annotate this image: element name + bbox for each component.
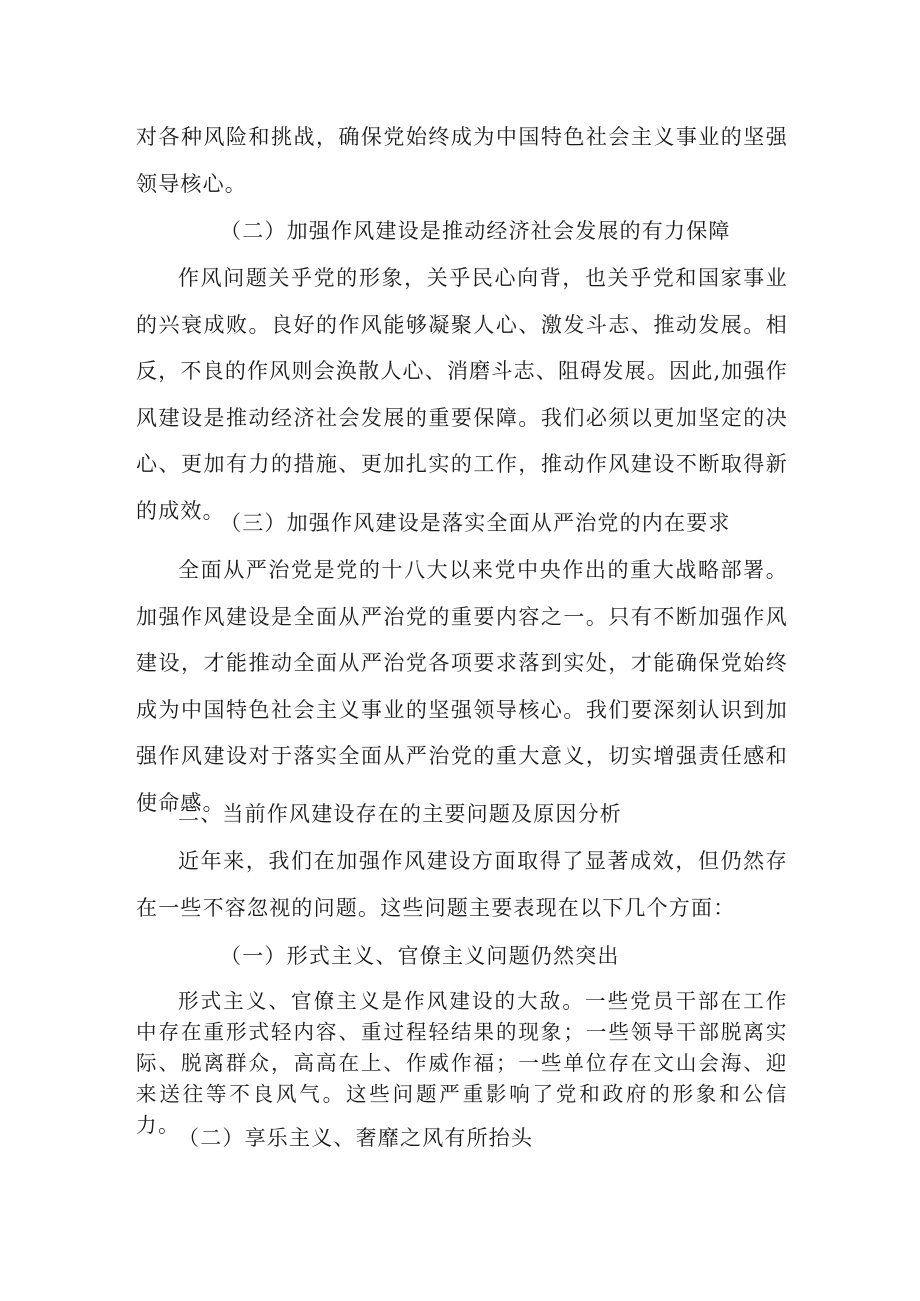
subheading-3: （三）加强作风建设是落实全面从严治党的内在要求 [220, 511, 731, 535]
paragraph-work-style: 作风问题关乎党的形象，关乎民心向背，也关乎党和国家事业的兴衰成败。良好的作风能够凝聚人心、激发斗志、推动发展。相反，不良的作风则会涣散人心、消磨斗志、阻碍发展。因此,加强作风建设是推动经济社会发展的重要保障。我们必须以更加坚定的决心、更加有力的措施、更加扎实的工作，推动作风建设不断取得新的成效。 [136, 266, 788, 523]
paragraph-problems-intro: 近年来，我们在加强作风建设方面取得了显著成效，但仍然存在一些不容忽视的问题。这些问题主要表现在以下几个方面： [136, 849, 788, 920]
subheading-problem-1: （一）形式主义、官僚主义问题仍然突出 [220, 944, 620, 968]
paragraph-formalism: 形式主义、官僚主义是作风建设的大敌。一些党员干部在工作中存在重形式轻内容、重过程轻结果的现象；一些领导干部脱离实际、脱离群众，高高在上、作威作福；一些单位存在文山会海、迎来送往等不良风气。这些问题严重影响了党和政府的形象和公信力。 [136, 989, 788, 1137]
section-heading-2: 二、当前作风建设存在的主要问题及原因分析 [178, 802, 622, 826]
paragraph-party-discipline: 全面从严治党是党的十八大以来党中央作出的重大战略部署。加强作风建设是全面从严治党的重要内容之一。只有不断加强作风建设，才能推动全面从严治党各项要求落到实处，才能确保党始终成为中国特色社会主义事业的坚强领导核心。我们要深刻认识到加强作风建设对于落实全面从严治党的重大意义，切实增强责任感和使命感。 [136, 558, 788, 815]
subheading-2: （二）加强作风建设是推动经济社会发展的有力保障 [220, 219, 731, 243]
subheading-problem-2: （二）享乐主义、奢靡之风有所抬头 [178, 1126, 534, 1150]
paragraph-continuation: 对各种风险和挑战，确保党始终成为中国特色社会主义事业的坚强领导核心。 [136, 125, 788, 196]
